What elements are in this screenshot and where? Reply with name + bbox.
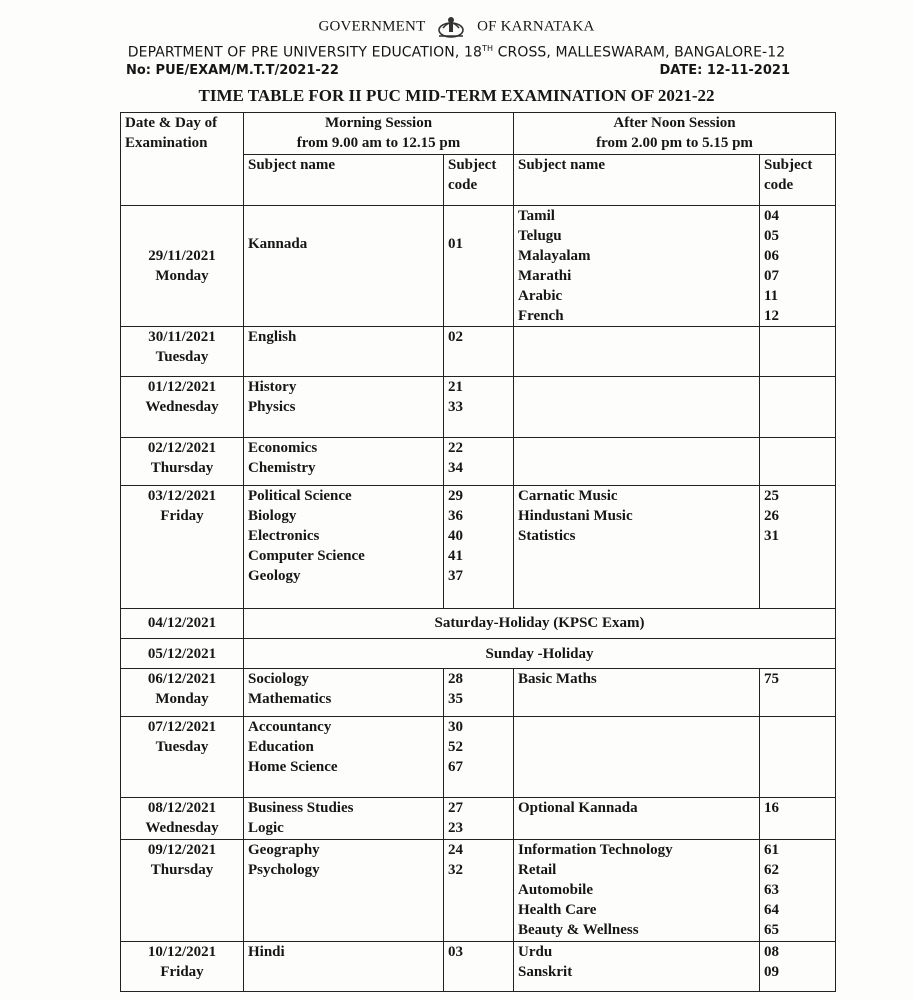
pm-subject-name-header: Subject name — [514, 155, 760, 205]
timetable-row — [121, 327, 836, 377]
am-subject-code: 32 — [448, 862, 463, 879]
am-subject-code-cell — [444, 437, 514, 485]
am-subject-name: Electronics — [248, 528, 320, 545]
pm-subject-code: 04 — [764, 207, 779, 224]
timetable-row — [121, 638, 836, 668]
exam-day: Friday — [160, 508, 204, 525]
date-cell — [121, 327, 244, 377]
am-subject-name: Home Science — [248, 759, 338, 776]
timetable-row — [121, 437, 836, 485]
pm-subject-name: Malayalam — [518, 247, 591, 264]
am-subject-name-cell — [244, 840, 444, 942]
timetable — [120, 112, 836, 992]
exam-day: Friday — [160, 963, 204, 980]
date-cell — [121, 941, 244, 991]
exam-date: 05/12/2021 — [147, 645, 217, 662]
timetable-row — [121, 669, 836, 717]
am-subject-name: Psychology — [248, 862, 320, 879]
gov-right-text: OF KARNATAKA — [477, 18, 595, 35]
department-line — [0, 44, 913, 61]
pm-subject-name: Optional Kannada — [518, 799, 638, 816]
am-subject-code: 37 — [448, 568, 463, 585]
am-subject-code: 27 — [448, 799, 463, 816]
date-cell — [121, 797, 244, 839]
pm-subject-name-cell — [514, 840, 760, 942]
pm-subject-name-cell — [514, 205, 760, 327]
am-subject-code-header: Subject code — [444, 155, 514, 205]
am-subject-code: 21 — [448, 379, 463, 396]
am-subject-name: Accountancy — [248, 719, 332, 736]
holiday-note: Sunday -Holiday — [244, 638, 836, 668]
am-subject-name: History — [248, 379, 297, 396]
am-subject-name: Computer Science — [248, 548, 365, 565]
morning-session-header: Morning Session from 9.00 am to 12.15 pm — [244, 113, 514, 155]
exam-day: Thursday — [150, 459, 214, 476]
pm-subject-code-cell — [760, 840, 836, 942]
pm-subject-code-cell — [760, 797, 836, 839]
exam-date: 30/11/2021 — [148, 329, 216, 346]
am-subject-code: 52 — [448, 739, 463, 756]
pm-subject-name: Statistics — [518, 528, 576, 545]
am-subject-code: 67 — [448, 759, 463, 776]
pm-subject-code-header: Subject code — [760, 155, 836, 205]
karnataka-emblem-icon — [435, 14, 467, 40]
am-subject-code: 35 — [448, 691, 463, 708]
exam-date: 07/12/2021 — [147, 719, 217, 736]
timetable-title: TIME TABLE FOR II PUC MID-TERM EXAMINATION OF 2021-22 — [198, 86, 715, 105]
pm-subject-code: 12 — [764, 307, 779, 324]
am-subject-code-cell — [444, 840, 514, 942]
pm-subject-name: French — [518, 307, 564, 324]
date-cell — [121, 669, 244, 717]
date-cell — [121, 205, 244, 327]
exam-day: Thursday — [150, 862, 214, 879]
pm-subject-name-cell — [514, 486, 760, 609]
pm-subject-name-cell — [514, 327, 760, 377]
timetable-row — [121, 941, 836, 991]
pm-subject-code-cell — [760, 717, 836, 797]
am-subject-name: Sociology — [248, 671, 309, 688]
pm-subject-name: Urdu — [518, 943, 553, 960]
pm-subject-code: 11 — [764, 287, 779, 304]
pm-subject-name-cell — [514, 941, 760, 991]
exam-date: 04/12/2021 — [147, 615, 217, 632]
am-subject-name: Mathematics — [248, 691, 332, 708]
am-subject-code: 33 — [448, 399, 463, 416]
am-subject-code: 23 — [448, 819, 463, 836]
reference-number: No: PUE/EXAM/M.T.T/2021-22 — [126, 63, 339, 78]
pm-subject-code: 08 — [764, 943, 779, 960]
pm-subject-code: 25 — [764, 488, 779, 505]
pm-subject-name-cell — [514, 797, 760, 839]
dept-post: CROSS, MALLESWARAM, BANGALORE-12 — [493, 44, 786, 61]
exam-day: Tuesday — [155, 739, 209, 756]
am-subject-name-header: Subject name — [244, 155, 444, 205]
exam-day: Wednesday — [145, 399, 219, 416]
pm-subject-code: 09 — [764, 963, 779, 980]
pm-subject-name-cell — [514, 669, 760, 717]
pm-subject-code-cell — [760, 941, 836, 991]
timetable-row — [121, 840, 836, 942]
am-subject-name: Logic — [248, 819, 284, 836]
pm-subject-code-cell — [760, 377, 836, 437]
timetable-row — [121, 797, 836, 839]
am-subject-name: Chemistry — [248, 459, 316, 476]
am-subject-name-cell — [244, 717, 444, 797]
pm-subject-name-cell — [514, 377, 760, 437]
timetable-row — [121, 377, 836, 437]
pm-subject-code: 75 — [764, 671, 779, 688]
pm-subject-name: Information Technology — [518, 842, 673, 859]
exam-date: 10/12/2021 — [147, 943, 217, 960]
gov-left-text: GOVERNMENT — [318, 18, 426, 35]
pm-subject-name: Hindustani Music — [518, 508, 633, 525]
document-date: DATE: 12-11-2021 — [659, 63, 790, 78]
am-subject-name-cell — [244, 486, 444, 609]
exam-date: 01/12/2021 — [147, 379, 217, 396]
date-cell — [121, 638, 244, 668]
pm-subject-code: 62 — [764, 862, 779, 879]
am-subject-name: Political Science — [248, 488, 352, 505]
am-subject-code-cell — [444, 941, 514, 991]
am-subject-name-cell — [244, 377, 444, 437]
pm-subject-code: 64 — [764, 902, 779, 919]
pm-subject-name: Carnatic Music — [518, 488, 618, 505]
am-subject-code: 36 — [448, 508, 463, 525]
am-subject-name: Physics — [248, 399, 296, 416]
am-subject-code: 34 — [448, 459, 463, 476]
am-subject-code: 22 — [448, 439, 463, 456]
pm-subject-code: 31 — [764, 528, 779, 545]
pm-subject-code: 05 — [764, 227, 779, 244]
exam-date: 09/12/2021 — [147, 842, 217, 859]
pm-subject-code: 16 — [764, 799, 779, 816]
am-subject-code: 03 — [448, 943, 463, 960]
date-cell — [121, 377, 244, 437]
am-subject-name: Business Studies — [248, 799, 354, 816]
exam-date: 03/12/2021 — [147, 488, 217, 505]
date-cell — [121, 608, 244, 638]
am-subject-code: 28 — [448, 671, 463, 688]
pm-subject-name: Tamil — [518, 207, 555, 224]
am-subject-code: 41 — [448, 548, 463, 565]
exam-date: 08/12/2021 — [147, 799, 217, 816]
dept-sup: TH — [481, 44, 494, 53]
exam-date: 06/12/2021 — [147, 671, 217, 688]
pm-subject-code: 65 — [764, 922, 779, 939]
pm-subject-name: Automobile — [518, 882, 593, 899]
date-cell — [121, 840, 244, 942]
am-subject-code: 40 — [448, 528, 463, 545]
am-subject-name-cell — [244, 669, 444, 717]
am-subject-name: Economics — [248, 439, 318, 456]
dept-pre: DEPARTMENT OF PRE UNIVERSITY EDUCATION, 18 — [127, 44, 482, 61]
pm-subject-name: Arabic — [518, 287, 563, 304]
am-subject-code-cell — [444, 205, 514, 327]
pm-subject-name: Retail — [518, 862, 557, 879]
pm-subject-name: Telugu — [518, 227, 562, 244]
am-subject-code: 24 — [448, 842, 463, 859]
am-subject-name: Geography — [248, 842, 320, 859]
timetable-row — [121, 608, 836, 638]
exam-day: Wednesday — [145, 819, 219, 836]
government-heading — [0, 14, 913, 40]
pm-subject-code-cell — [760, 486, 836, 609]
exam-day: Tuesday — [155, 349, 209, 366]
date-cell — [121, 486, 244, 609]
date-cell — [121, 437, 244, 485]
pm-subject-name: Marathi — [518, 267, 572, 284]
pm-subject-name: Beauty & Wellness — [518, 922, 639, 939]
pm-subject-code-cell — [760, 205, 836, 327]
pm-subject-code-cell — [760, 669, 836, 717]
am-subject-name: Hindi — [248, 943, 285, 960]
pm-subject-code: 61 — [764, 842, 779, 859]
am-subject-name: English — [248, 329, 297, 346]
am-subject-name: Education — [248, 739, 314, 756]
am-subject-code-cell — [444, 486, 514, 609]
pm-subject-code: 63 — [764, 882, 779, 899]
am-subject-code-cell — [444, 717, 514, 797]
pm-subject-name-cell — [514, 717, 760, 797]
am-subject-name-cell — [244, 941, 444, 991]
date-cell — [121, 717, 244, 797]
exam-day: Monday — [155, 267, 209, 284]
pm-subject-name: Basic Maths — [518, 671, 597, 688]
afternoon-session-header: After Noon Session from 2.00 pm to 5.15 pm — [514, 113, 836, 155]
am-subject-name: Biology — [248, 508, 297, 525]
pm-subject-name: Sanskrit — [518, 963, 573, 980]
am-subject-code: 30 — [448, 719, 463, 736]
am-subject-code: 02 — [448, 329, 463, 346]
am-subject-code: 01 — [448, 235, 463, 252]
pm-subject-code: 07 — [764, 267, 779, 284]
pm-subject-code: 26 — [764, 508, 779, 525]
holiday-note: Saturday-Holiday (KPSC Exam) — [244, 608, 836, 638]
am-subject-name-cell — [244, 437, 444, 485]
am-subject-code: 29 — [448, 488, 463, 505]
timetable-row — [121, 486, 836, 609]
pm-subject-name-cell — [514, 437, 760, 485]
pm-subject-code-cell — [760, 327, 836, 377]
exam-day: Monday — [155, 691, 209, 708]
am-subject-name: Geology — [248, 568, 301, 585]
pm-subject-code: 06 — [764, 247, 779, 264]
timetable-row — [121, 717, 836, 797]
date-day-header: Date & Day of Examination — [121, 113, 244, 206]
timetable-row — [121, 205, 836, 327]
pm-subject-code-cell — [760, 437, 836, 485]
am-subject-name-cell — [244, 205, 444, 327]
am-subject-name-cell — [244, 327, 444, 377]
am-subject-name: Kannada — [248, 235, 308, 252]
am-subject-code-cell — [444, 669, 514, 717]
exam-date: 02/12/2021 — [147, 439, 217, 456]
am-subject-code-cell — [444, 377, 514, 437]
exam-date: 29/11/2021 — [148, 247, 216, 264]
am-subject-code-cell — [444, 797, 514, 839]
am-subject-name-cell — [244, 797, 444, 839]
am-subject-code-cell — [444, 327, 514, 377]
pm-subject-name: Health Care — [518, 902, 597, 919]
